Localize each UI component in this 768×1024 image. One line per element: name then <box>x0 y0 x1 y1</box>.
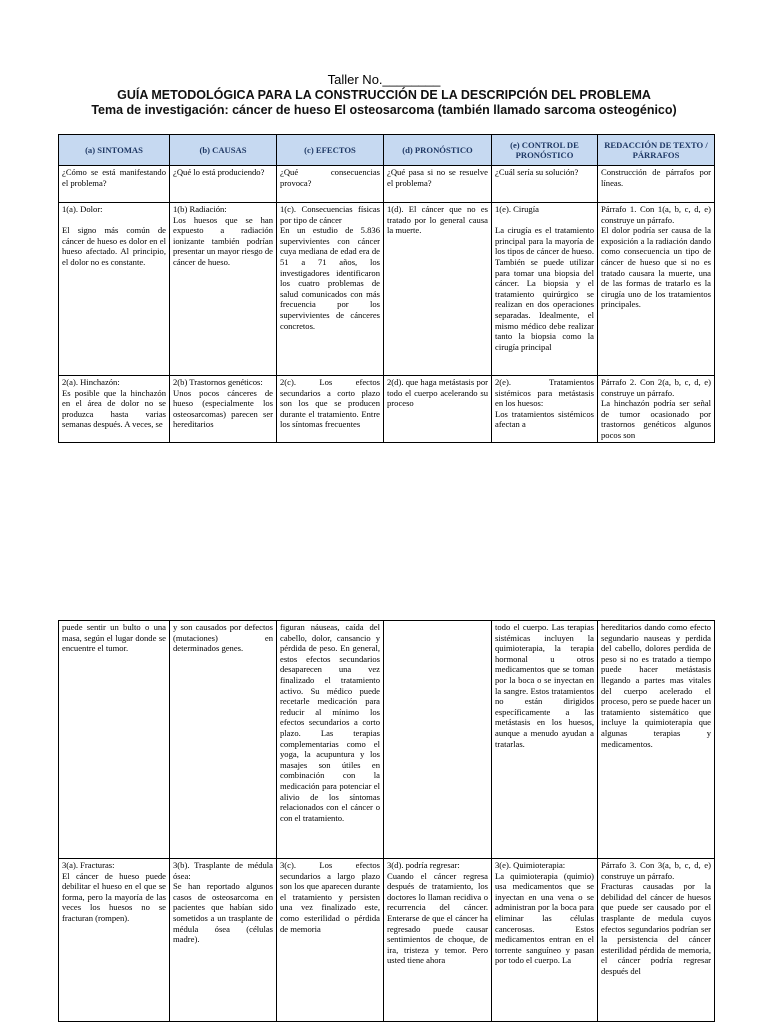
header-pronostico: (d) PRONÓSTICO <box>384 135 492 166</box>
table-cell: 2(b) Trastornos genéticos: Unos pocos cánceres de hueso (especialmente los osteosarcomas) parecen ser hereditarios <box>170 376 277 443</box>
research-topic: Tema de investigación: cáncer de hueso El osteosarcoma (también llamado sarcoma osteogénico) <box>91 103 677 117</box>
header-causas: (b) CAUSAS <box>170 135 277 166</box>
table-cell: 3(c). Los efectos secundarios a largo plazo son los que aparecen durante el tratamiento y persisten una vez finalizado este, como esterilidad o pérdida de memoria <box>277 859 384 1022</box>
table-cell: puede sentir un bulto o una masa, según el lugar donde se encuentre el tumor. <box>59 621 170 859</box>
table-cell: 1(b) Radiación: Los huesos que se han expuesto a radiación ionizante también podrían presentar un mayor riesgo de cáncer de hueso. <box>170 203 277 376</box>
question-cell: ¿Cuál sería su solución? <box>492 166 598 203</box>
table-cell: 3(e). Quimioterapia: La quimioterapia (quimio) usa medicamentos que se inyectan en una vena o se administran por la boca para eliminar las células cancerosas. Estos medicamentos entran en el torrente sanguíneo y pasan por todo el cuerpo. La <box>492 859 598 1022</box>
table-cell: 1(d). El cáncer que no es tratado por lo general causa la muerte. <box>384 203 492 376</box>
table-cell: 1(a). Dolor: El signo más común de cáncer de hueso es dolor en el hueso afectado. Al principio, el dolor no es constante. <box>59 203 170 376</box>
table-cell: 3(b). Trasplante de médula ósea: Se han reportado algunos casos de osteosarcoma en pacientes que habían sido sometidos a un trasplante de médula ósea (células madre). <box>170 859 277 1022</box>
table-row-3 <box>59 859 715 1022</box>
table-cell: Párrafo 1. Con 1(a, b, c, d, e) construye un párrafo. El dolor podría ser causa de la exposición a la radiación dando como consecuencia un tipo de cáncer de hueso que si no es tratado causara la muerte, una de las formas de tratarlo es la cirugía uno de los tratamientos principales. <box>598 203 715 376</box>
table-cell: 1(e). Cirugía La cirugía es el tratamiento principal para la mayoría de los tipos de cáncer de hueso. También se puede utilizar para tomar una biopsia del cáncer. La biopsia y el tratamiento quirúrgico se realizan en dos operaciones separadas. Idealmente, el mismo médico debe realizar tanto la biopsia como la cirugía principal <box>492 203 598 376</box>
table-cell: 3(d). podría regresar: Cuando el cáncer regresa después de tratamiento, los doctores lo llaman recidiva o recurrencia del cáncer. Enterarse de que el cáncer ha regresado puede causar sentimientos de choque, de ira, tristeza y temor. Pero usted tiene ahora <box>384 859 492 1022</box>
table-row-2 <box>59 376 715 443</box>
table-cell: 2(a). Hinchazón: Es posible que la hinchazón en el área de dolor no se produzca hasta varias semanas después. A veces, se <box>59 376 170 443</box>
table-cell: figuran náuseas, caída del cabello, dolor, cansancio y pérdida de peso. En general, estos efectos secundarios desaparecen una vez finalizado el tratamiento activo. Su médico puede recetarle medicación para reducir al mínimo los efectos secundarios a corto plazo. Las terapias complementarias como el yoga, la acupuntura y los masajes son útiles en combinación con la medicación para potenciar el alivio de los síntomas relacionados con el cáncer o con el tratamiento. <box>277 621 384 859</box>
question-cell: ¿Qué pasa si no se resuelve el problema? <box>384 166 492 203</box>
guide-title: GUÍA METODOLÓGICA PARA LA CONSTRUCCIÓN DE LA DESCRIPCIÓN DEL PROBLEMA <box>117 88 651 102</box>
table-cell: 2(d). que haga metástasis por todo el cuerpo acelerando su proceso <box>384 376 492 443</box>
table-cell: y son causados por defectos (mutaciones) en determinados genes. <box>170 621 277 859</box>
table-cell: 1(c). Consecuencias físicas por tipo de cáncer En un estudio de 5.836 supervivientes con cáncer cuya mediana de edad era de 51 a 71 años, los investigadores identificaron los cuatro problemas de salud comunicados con más frecuencia por los supervivientes de cánceres concretos. <box>277 203 384 376</box>
table-cell: todo el cuerpo. Las terapias sistémicas incluyen la quimioterapia, la terapia hormonal u otros medicamentos que se toman por la boca o se inyectan en la sangre. Estos tratamientos no están dirigidos específicamente a las metástasis en los huesos, aunque a menudo ayudan a tratarlas. <box>492 621 598 859</box>
column-header-row <box>59 135 715 166</box>
header-control-pronostico: (e) CONTROL DE PRONÓSTICO <box>492 135 598 166</box>
question-cell: ¿Qué lo está produciendo? <box>170 166 277 203</box>
table-cell: 2(e). Tratamientos sistémicos para metástasis en los huesos: Los tratamientos sistémicos afectan a <box>492 376 598 443</box>
workshop-number: Taller No.________ <box>327 72 441 87</box>
table-cell: Párrafo 3. Con 3(a, b, c, d, e) construye un párrafo. Fracturas causadas por la debilidad del cáncer de huesos que puede ser causado por el trasplante de medula cuyos efectos segundarios podrían ser la persistencia del cáncer esterilidad pérdida de memoria, el cáncer podría regresar después del <box>598 859 715 1022</box>
table-cell <box>384 621 492 859</box>
table-row-1 <box>59 203 715 376</box>
problem-description-table-page1 <box>58 134 715 443</box>
table-cell: 3(a). Fracturas: El cáncer de hueso puede debilitar el hueso en el que se forma, pero la mayoría de las veces los huesos no se fracturan (rompen). <box>59 859 170 1022</box>
guiding-questions-row <box>59 166 715 203</box>
table-cell: Párrafo 2. Con 2(a, b, c, d, e) construye un párrafo. La hinchazón podría ser señal de tumor ocasionado por trastornos genéticos algunos pocos son <box>598 376 715 443</box>
header-efectos: (c) EFECTOS <box>277 135 384 166</box>
table-cell: hereditarios dando como efecto segundario nauseas y perdida del cabello, dolores perdida de peso si no es tratado a tiempo puede hacer metástasis llegando a partes mas vitales del cuerpo acelerado el proceso, pero se puede hacer un tratamiento sistemático que incluye la quimioterapia que algunas terapias y medicamentos. <box>598 621 715 859</box>
table-cell: 2(c). Los efectos secundarios a corto plazo son los que se producen durante el tratamiento. Entre los síntomas frecuentes <box>277 376 384 443</box>
question-cell: ¿Qué consecuencias provoca? <box>277 166 384 203</box>
question-cell: ¿Cómo se está manifestando el problema? <box>59 166 170 203</box>
question-cell: Construcción de párrafos por líneas. <box>598 166 715 203</box>
table-row-2-continued <box>59 621 715 859</box>
document-header <box>0 72 768 118</box>
header-redaccion: REDACCIÓN DE TEXTO / PÁRRAFOS <box>598 135 715 166</box>
problem-description-table-page2 <box>58 620 715 1022</box>
header-sintomas: (a) SINTOMAS <box>59 135 170 166</box>
